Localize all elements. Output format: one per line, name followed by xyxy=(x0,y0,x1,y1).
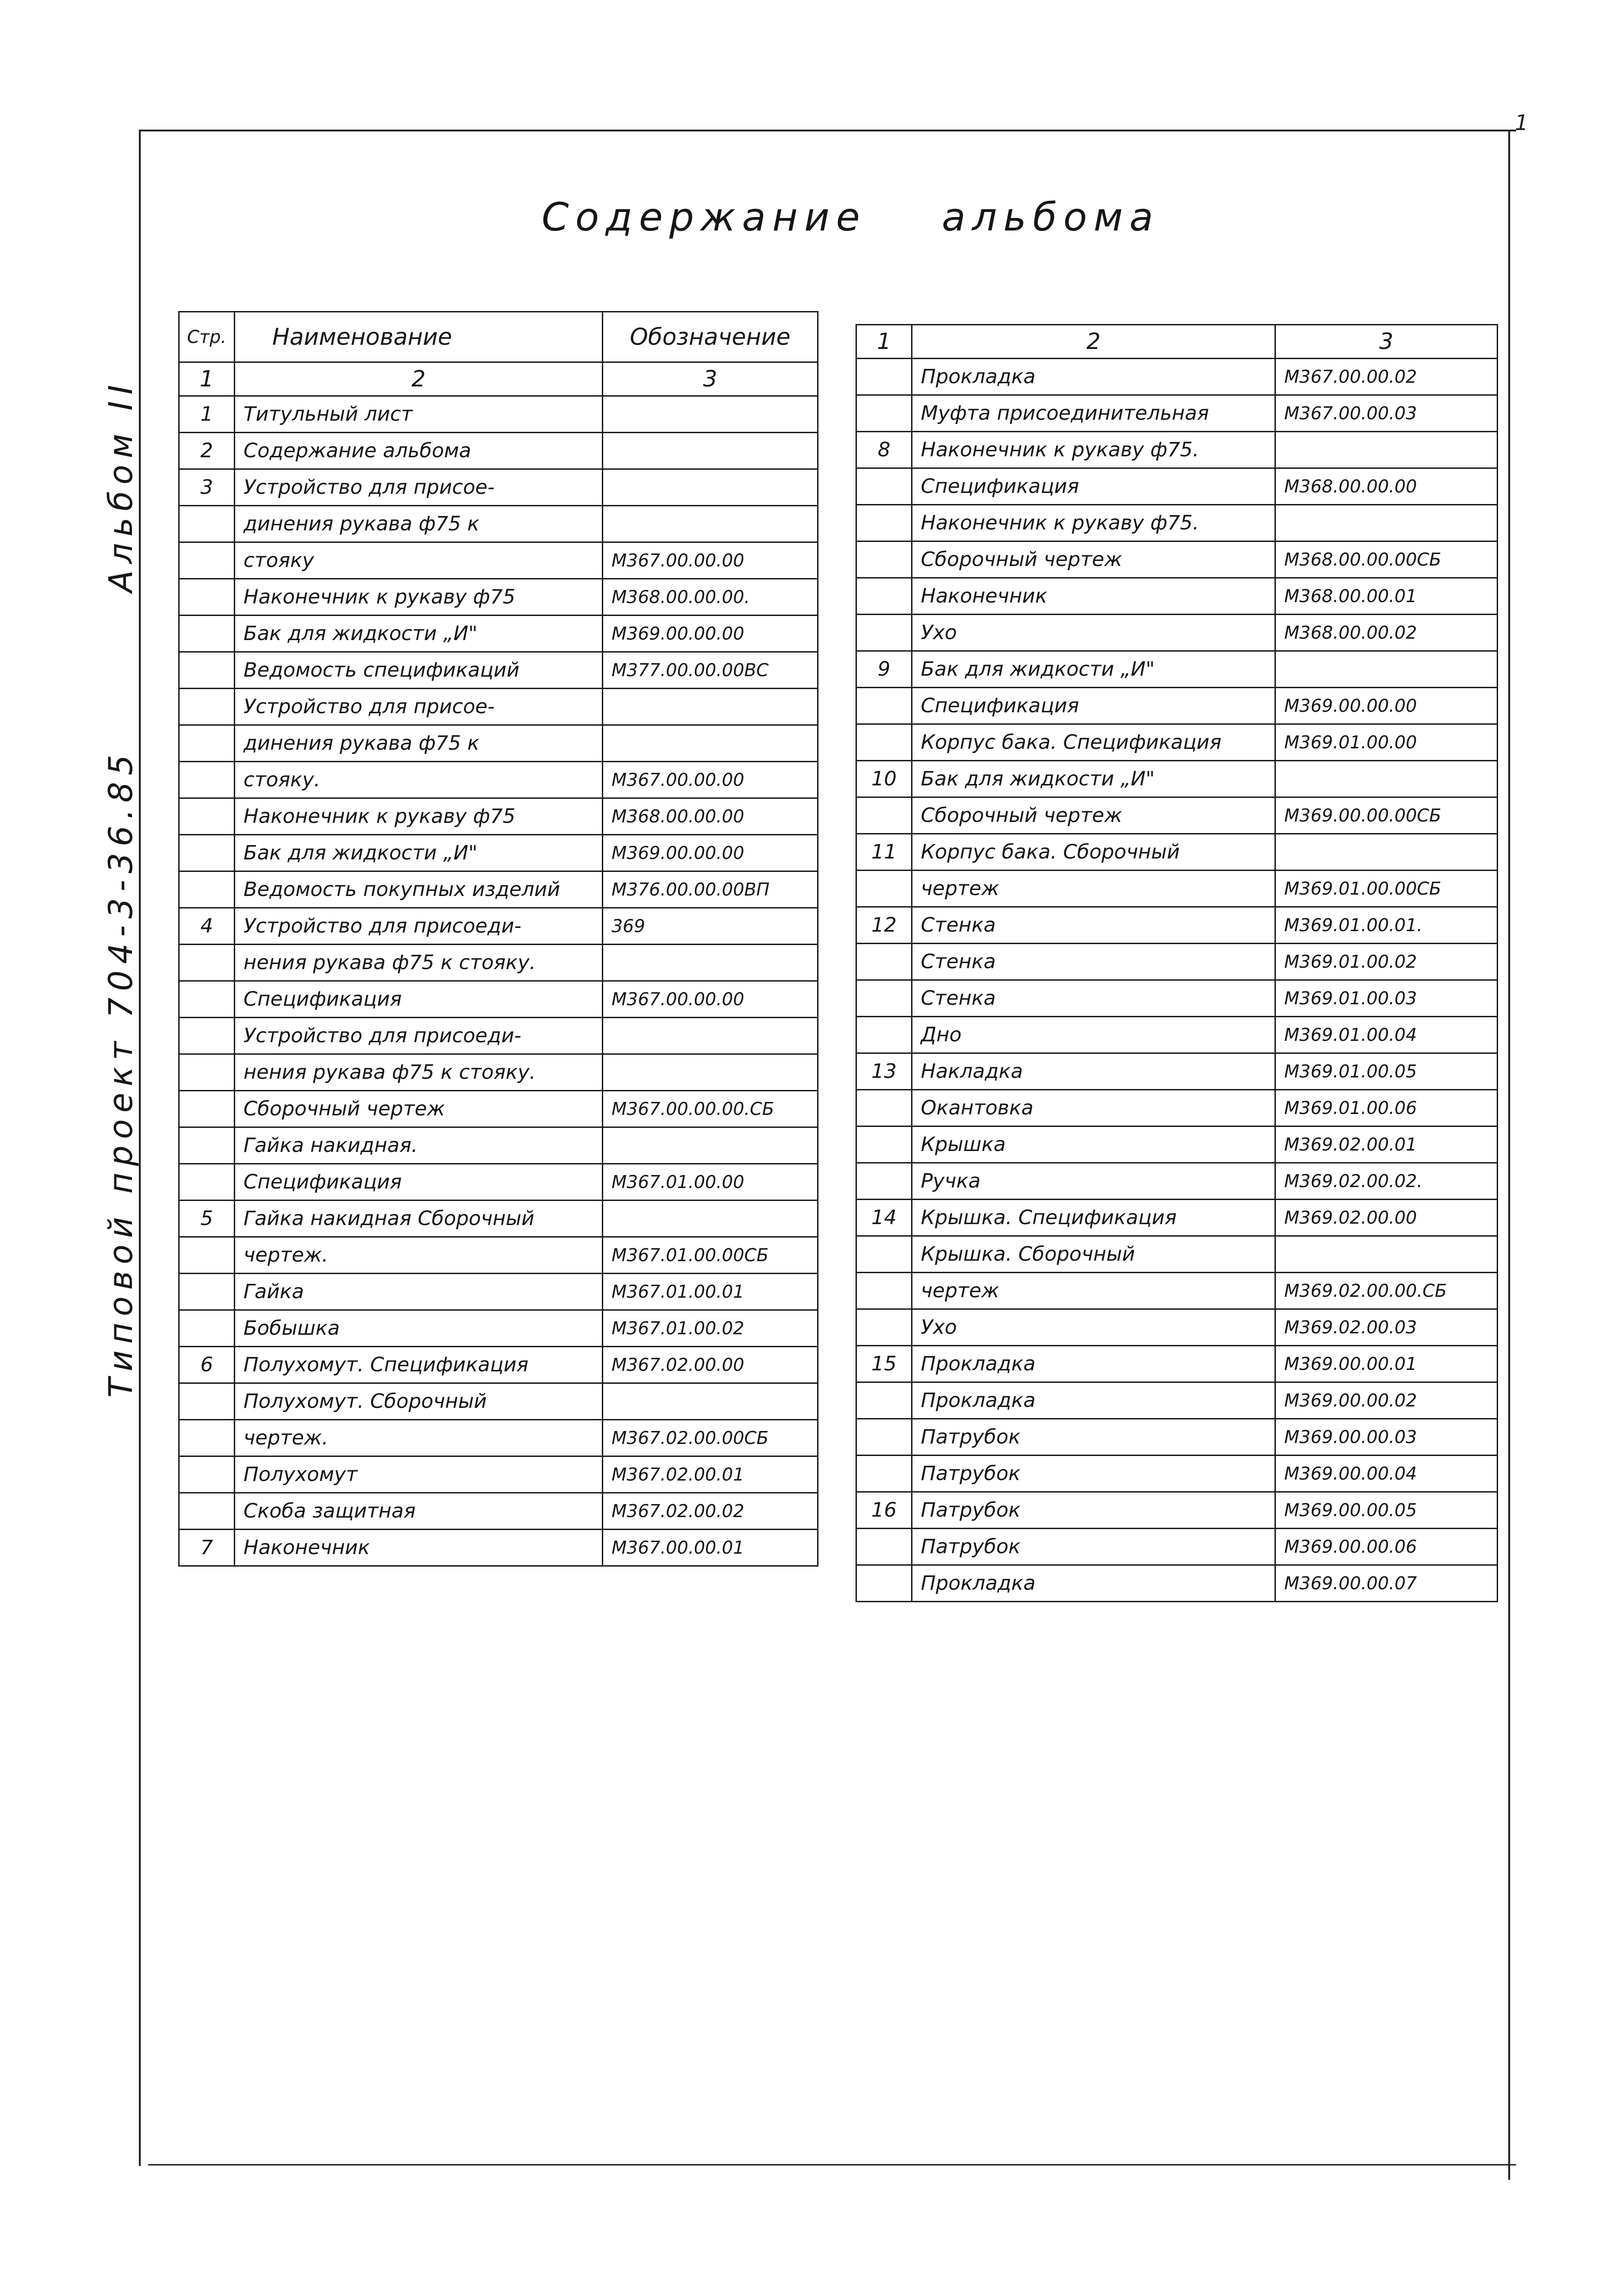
row-page-number xyxy=(856,541,912,578)
row-name: Крышка xyxy=(912,1126,1275,1163)
row-code: М369.00.00.03 xyxy=(1275,1419,1498,1456)
row-code xyxy=(603,725,818,762)
row-code: М369.00.00.04 xyxy=(1275,1456,1498,1492)
row-page-number: 16 xyxy=(856,1492,912,1529)
row-page-number: 11 xyxy=(856,834,912,871)
row-page-number xyxy=(856,944,912,980)
frame-right-line xyxy=(1508,130,1510,2180)
row-name: Патрубок xyxy=(912,1456,1275,1492)
row-code: М369.00.00.02 xyxy=(1275,1382,1498,1419)
row-page-number: 1 xyxy=(179,396,235,433)
row-name: Патрубок xyxy=(912,1419,1275,1456)
row-code: М369.01.00.04 xyxy=(1275,1017,1498,1053)
row-code: М369.00.00.01 xyxy=(1275,1346,1498,1382)
row-code: М369.01.00.05 xyxy=(1275,1053,1498,1090)
table-row xyxy=(856,468,1498,505)
row-code xyxy=(1275,505,1498,541)
row-page-number xyxy=(179,1091,235,1127)
row-page-number xyxy=(856,1236,912,1273)
table-row xyxy=(179,1310,818,1347)
row-code: М369.00.00.00 xyxy=(1275,688,1498,724)
row-code xyxy=(603,1201,818,1237)
row-code xyxy=(603,1054,818,1091)
table-row xyxy=(179,1420,818,1456)
row-name: стояку. xyxy=(235,762,603,798)
table-row xyxy=(179,945,818,981)
row-page-number xyxy=(179,1127,235,1164)
row-name: Ручка xyxy=(912,1163,1275,1200)
row-code: М367.01.00.02 xyxy=(603,1310,818,1347)
row-code xyxy=(603,433,818,469)
row-name: чертеж. xyxy=(235,1420,603,1456)
row-name: Сборочный чертеж xyxy=(235,1091,603,1127)
row-page-number xyxy=(856,468,912,505)
row-name: Дно xyxy=(912,1017,1275,1053)
row-code: М367.00.00.00 xyxy=(603,981,818,1018)
table-row xyxy=(179,469,818,506)
table-row xyxy=(179,1164,818,1201)
row-code: М368.00.00.02 xyxy=(1275,615,1498,651)
table-row xyxy=(856,1126,1498,1163)
row-code: М367.00.00.03 xyxy=(1275,395,1498,432)
row-code: М367.01.00.00СБ xyxy=(603,1237,818,1274)
row-code xyxy=(603,1127,818,1164)
row-code: М367.01.00.00 xyxy=(603,1164,818,1201)
row-name: Бак для жидкости „И" xyxy=(235,835,603,871)
row-code: М367.00.00.02 xyxy=(1275,359,1498,395)
row-page-number: 12 xyxy=(856,907,912,944)
table-row xyxy=(856,1492,1498,1529)
row-name: Ухо xyxy=(912,615,1275,651)
table-row xyxy=(856,651,1498,688)
table-row xyxy=(179,506,818,542)
row-code: М369.01.00.00СБ xyxy=(1275,871,1498,907)
row-name: Полухомут. Спецификация xyxy=(235,1347,603,1383)
row-name: Стенка xyxy=(912,944,1275,980)
row-name: Спецификация xyxy=(235,1164,603,1201)
row-page-number xyxy=(856,1565,912,1602)
row-name: Наконечник к рукаву ф75 xyxy=(235,579,603,616)
row-name: Бак для жидкости „И" xyxy=(912,761,1275,797)
row-page-number xyxy=(179,1054,235,1091)
row-name: Содержание альбома xyxy=(235,433,603,469)
table-row xyxy=(179,725,818,762)
table-row xyxy=(179,981,818,1018)
row-page-number xyxy=(856,395,912,432)
row-code xyxy=(603,1018,818,1054)
row-code: М369.01.00.00 xyxy=(1275,724,1498,761)
table-row xyxy=(856,724,1498,761)
table-row xyxy=(179,798,818,835)
row-name: Устройство для присое- xyxy=(235,469,603,506)
row-name: Бак для жидкости „И" xyxy=(235,616,603,652)
row-name: Патрубок xyxy=(912,1492,1275,1529)
row-page-number xyxy=(856,1273,912,1309)
row-name: Ухо xyxy=(912,1309,1275,1346)
row-name: Спецификация xyxy=(235,981,603,1018)
row-code: М369.00.00.00 xyxy=(603,616,818,652)
row-page-number xyxy=(856,505,912,541)
row-name: динения рукава ф75 к xyxy=(235,725,603,762)
table-row xyxy=(856,615,1498,651)
row-code: М367.00.00.00 xyxy=(603,542,818,579)
row-page-number xyxy=(856,1090,912,1126)
row-name: Прокладка xyxy=(912,1346,1275,1382)
row-name: Титульный лист xyxy=(235,396,603,433)
row-page-number xyxy=(179,871,235,908)
row-page-number: 6 xyxy=(179,1347,235,1383)
row-code: М369.00.00.07 xyxy=(1275,1565,1498,1602)
table-row xyxy=(856,395,1498,432)
row-name: Прокладка xyxy=(912,1565,1275,1602)
row-page-number xyxy=(856,1309,912,1346)
row-page-number xyxy=(179,835,235,871)
row-code: М368.00.00.00СБ xyxy=(1275,541,1498,578)
row-code: М369.02.00.03 xyxy=(1275,1309,1498,1346)
table-row xyxy=(179,835,818,871)
table-row xyxy=(179,1493,818,1530)
row-page-number xyxy=(179,725,235,762)
table-row xyxy=(856,578,1498,615)
row-code xyxy=(603,506,818,542)
row-name: Гайка накидная. xyxy=(235,1127,603,1164)
table-row xyxy=(856,871,1498,907)
row-page-number xyxy=(856,871,912,907)
table-row xyxy=(856,1346,1498,1382)
row-code: М367.02.00.02 xyxy=(603,1493,818,1530)
table-row xyxy=(179,1347,818,1383)
row-page-number: 10 xyxy=(856,761,912,797)
table-row xyxy=(856,1053,1498,1090)
row-name: Наконечник к рукаву ф75. xyxy=(912,505,1275,541)
row-name: Окантовка xyxy=(912,1090,1275,1126)
row-page-number xyxy=(179,1456,235,1493)
row-code: М369.01.00.03 xyxy=(1275,980,1498,1017)
column-number: 1 xyxy=(179,362,235,396)
column-header-code: Обозначение xyxy=(603,312,818,362)
table-row xyxy=(856,1565,1498,1602)
row-code: М367.02.00.00 xyxy=(603,1347,818,1383)
column-number: 1 xyxy=(856,325,912,359)
table-row xyxy=(179,908,818,945)
row-name: Стенка xyxy=(912,907,1275,944)
row-page-number: 14 xyxy=(856,1200,912,1236)
row-code xyxy=(1275,834,1498,871)
row-name: нения рукава ф75 к стояку. xyxy=(235,945,603,981)
row-page-number xyxy=(179,1274,235,1310)
row-name: Накладка xyxy=(912,1053,1275,1090)
row-name: Патрубок xyxy=(912,1529,1275,1565)
row-page-number xyxy=(856,1419,912,1456)
row-page-number xyxy=(856,797,912,834)
column-header-page: Стр. xyxy=(179,312,235,362)
row-name: Крышка. Сборочный xyxy=(912,1236,1275,1273)
table-row xyxy=(856,761,1498,797)
row-code: 369 xyxy=(603,908,818,945)
row-name: Сборочный чертеж xyxy=(912,797,1275,834)
row-page-number xyxy=(179,506,235,542)
row-page-number: 3 xyxy=(179,469,235,506)
row-name: Муфта присоединительная xyxy=(912,395,1275,432)
row-name: чертеж xyxy=(912,871,1275,907)
row-page-number xyxy=(856,578,912,615)
table-row xyxy=(179,1018,818,1054)
table-row xyxy=(179,396,818,433)
row-code: М367.02.00.01 xyxy=(603,1456,818,1493)
table-row xyxy=(856,1456,1498,1492)
column-number: 3 xyxy=(1275,325,1498,359)
row-page-number xyxy=(856,724,912,761)
row-page-number xyxy=(179,798,235,835)
row-code: М369.02.00.00.СБ xyxy=(1275,1273,1498,1309)
row-code: М367.02.00.00СБ xyxy=(603,1420,818,1456)
row-page-number xyxy=(856,688,912,724)
row-name: Наконечник к рукаву ф75. xyxy=(912,432,1275,468)
row-name: Скоба защитная xyxy=(235,1493,603,1530)
column-number: 2 xyxy=(912,325,1275,359)
row-code: М367.00.00.00.СБ xyxy=(603,1091,818,1127)
row-code xyxy=(1275,761,1498,797)
row-name: Спецификация xyxy=(912,688,1275,724)
contents-right-body xyxy=(856,359,1498,1602)
row-name: Устройство для присоеди- xyxy=(235,908,603,945)
row-page-number xyxy=(179,1164,235,1201)
table-row xyxy=(179,1456,818,1493)
row-page-number xyxy=(179,1310,235,1347)
row-code: М367.01.00.01 xyxy=(603,1274,818,1310)
table-row xyxy=(856,1163,1498,1200)
contents-table-right xyxy=(856,324,1498,1602)
album-label: Альбом II xyxy=(102,378,140,592)
table-row xyxy=(856,834,1498,871)
row-page-number xyxy=(856,359,912,395)
table-row xyxy=(179,579,818,616)
table-row xyxy=(856,1273,1498,1309)
table-row xyxy=(856,1090,1498,1126)
row-page-number: 8 xyxy=(856,432,912,468)
table-row xyxy=(856,1309,1498,1346)
column-header-name: Наименование xyxy=(235,312,603,362)
row-page-number xyxy=(856,1456,912,1492)
row-code: М377.00.00.00ВС xyxy=(603,652,818,689)
row-name: Наконечник xyxy=(912,578,1275,615)
row-name: Прокладка xyxy=(912,359,1275,395)
row-code xyxy=(603,396,818,433)
table-row xyxy=(856,541,1498,578)
row-code xyxy=(1275,432,1498,468)
row-code xyxy=(603,945,818,981)
row-page-number: 7 xyxy=(179,1530,235,1566)
table-row xyxy=(179,1054,818,1091)
row-name: нения рукава ф75 к стояку. xyxy=(235,1054,603,1091)
row-name: Корпус бака. Сборочный xyxy=(912,834,1275,871)
row-name: Полухомут xyxy=(235,1456,603,1493)
row-page-number xyxy=(856,1163,912,1200)
row-name: Ведомость спецификаций xyxy=(235,652,603,689)
row-page-number xyxy=(179,1420,235,1456)
contents-left-body xyxy=(179,396,818,1566)
project-label: Типовой проект 704-3-36.85 xyxy=(102,748,140,1398)
table-row xyxy=(179,871,818,908)
row-name: Гайка xyxy=(235,1274,603,1310)
table-row xyxy=(856,980,1498,1017)
frame-bottom-line xyxy=(148,2164,1516,2165)
row-code: М369.01.00.06 xyxy=(1275,1090,1498,1126)
row-code: М367.00.00.01 xyxy=(603,1530,818,1566)
row-name: Гайка накидная Сборочный xyxy=(235,1201,603,1237)
table-row xyxy=(179,1127,818,1164)
table-row xyxy=(179,689,818,725)
row-code: М369.00.00.05 xyxy=(1275,1492,1498,1529)
row-name: Ведомость покупных изделий xyxy=(235,871,603,908)
table-row xyxy=(856,1382,1498,1419)
row-page-number: 4 xyxy=(179,908,235,945)
row-name: Наконечник к рукаву ф75 xyxy=(235,798,603,835)
row-code: М369.00.00.06 xyxy=(1275,1529,1498,1565)
table-row xyxy=(179,433,818,469)
row-page-number xyxy=(179,1018,235,1054)
row-page-number xyxy=(179,689,235,725)
row-name: Полухомут. Сборочный xyxy=(235,1383,603,1420)
row-name: Устройство для присоеди- xyxy=(235,1018,603,1054)
row-code xyxy=(603,689,818,725)
table-row xyxy=(179,1237,818,1274)
row-code: М368.00.00.01 xyxy=(1275,578,1498,615)
row-name: Бобышка xyxy=(235,1310,603,1347)
table-row xyxy=(179,1201,818,1237)
row-code: М369.01.00.02 xyxy=(1275,944,1498,980)
row-code xyxy=(1275,651,1498,688)
contents-table-left xyxy=(178,311,818,1567)
table-row xyxy=(856,1419,1498,1456)
row-page-number xyxy=(179,652,235,689)
table-row xyxy=(856,505,1498,541)
row-page-number xyxy=(856,1529,912,1565)
table-row xyxy=(179,1383,818,1420)
row-name: Спецификация xyxy=(912,468,1275,505)
row-name: Устройство для присое- xyxy=(235,689,603,725)
row-page-number: 13 xyxy=(856,1053,912,1090)
row-code: М376.00.00.00ВП xyxy=(603,871,818,908)
row-page-number xyxy=(856,1126,912,1163)
row-name: Стенка xyxy=(912,980,1275,1017)
row-name: Корпус бака. Спецификация xyxy=(912,724,1275,761)
table-row xyxy=(856,688,1498,724)
row-page-number xyxy=(179,1237,235,1274)
row-page-number xyxy=(856,1017,912,1053)
row-code xyxy=(1275,1236,1498,1273)
row-name: чертеж xyxy=(912,1273,1275,1309)
page-title: Содержание альбома xyxy=(542,194,1160,240)
table-row xyxy=(856,907,1498,944)
table-row xyxy=(179,762,818,798)
table-row xyxy=(179,1091,818,1127)
table-row xyxy=(856,432,1498,468)
row-code: М369.01.00.01. xyxy=(1275,907,1498,944)
table-row xyxy=(179,1274,818,1310)
row-page-number: 9 xyxy=(856,651,912,688)
row-code: М369.02.00.02. xyxy=(1275,1163,1498,1200)
row-name: стояку xyxy=(235,542,603,579)
row-code: М368.00.00.00. xyxy=(603,579,818,616)
row-code: М369.02.00.01 xyxy=(1275,1126,1498,1163)
row-page-number xyxy=(179,1383,235,1420)
row-name: Наконечник xyxy=(235,1530,603,1566)
row-page-number: 2 xyxy=(179,433,235,469)
row-page-number xyxy=(856,980,912,1017)
table-row xyxy=(856,944,1498,980)
row-page-number xyxy=(179,616,235,652)
column-number: 3 xyxy=(603,362,818,396)
row-page-number xyxy=(179,762,235,798)
row-page-number xyxy=(179,981,235,1018)
table-row xyxy=(856,797,1498,834)
row-page-number xyxy=(179,542,235,579)
row-page-number xyxy=(179,579,235,616)
table-row xyxy=(856,1236,1498,1273)
row-code: М368.00.00.00 xyxy=(603,798,818,835)
row-code: М369.00.00.00СБ xyxy=(1275,797,1498,834)
row-name: Крышка. Спецификация xyxy=(912,1200,1275,1236)
table-row xyxy=(856,1529,1498,1565)
page-number: 1 xyxy=(1515,110,1529,135)
row-page-number: 5 xyxy=(179,1201,235,1237)
table-row xyxy=(179,542,818,579)
table-row xyxy=(179,652,818,689)
row-code: М369.02.00.00 xyxy=(1275,1200,1498,1236)
row-name: Сборочный чертеж xyxy=(912,541,1275,578)
row-name: динения рукава ф75 к xyxy=(235,506,603,542)
table-row xyxy=(856,1017,1498,1053)
table-row xyxy=(179,1530,818,1566)
row-code: М367.00.00.00 xyxy=(603,762,818,798)
column-number: 2 xyxy=(235,362,603,396)
table-row xyxy=(856,359,1498,395)
row-page-number xyxy=(179,1493,235,1530)
row-code: М368.00.00.00 xyxy=(1275,468,1498,505)
row-page-number xyxy=(179,945,235,981)
row-page-number: 15 xyxy=(856,1346,912,1382)
row-code xyxy=(603,1383,818,1420)
row-name: Бак для жидкости „И" xyxy=(912,651,1275,688)
table-row xyxy=(179,616,818,652)
table-row xyxy=(856,1200,1498,1236)
row-page-number xyxy=(856,615,912,651)
row-name: Прокладка xyxy=(912,1382,1275,1419)
frame-top-line xyxy=(139,130,1516,131)
row-name: чертеж. xyxy=(235,1237,603,1274)
row-page-number xyxy=(856,1382,912,1419)
row-code xyxy=(603,469,818,506)
row-code: М369.00.00.00 xyxy=(603,835,818,871)
